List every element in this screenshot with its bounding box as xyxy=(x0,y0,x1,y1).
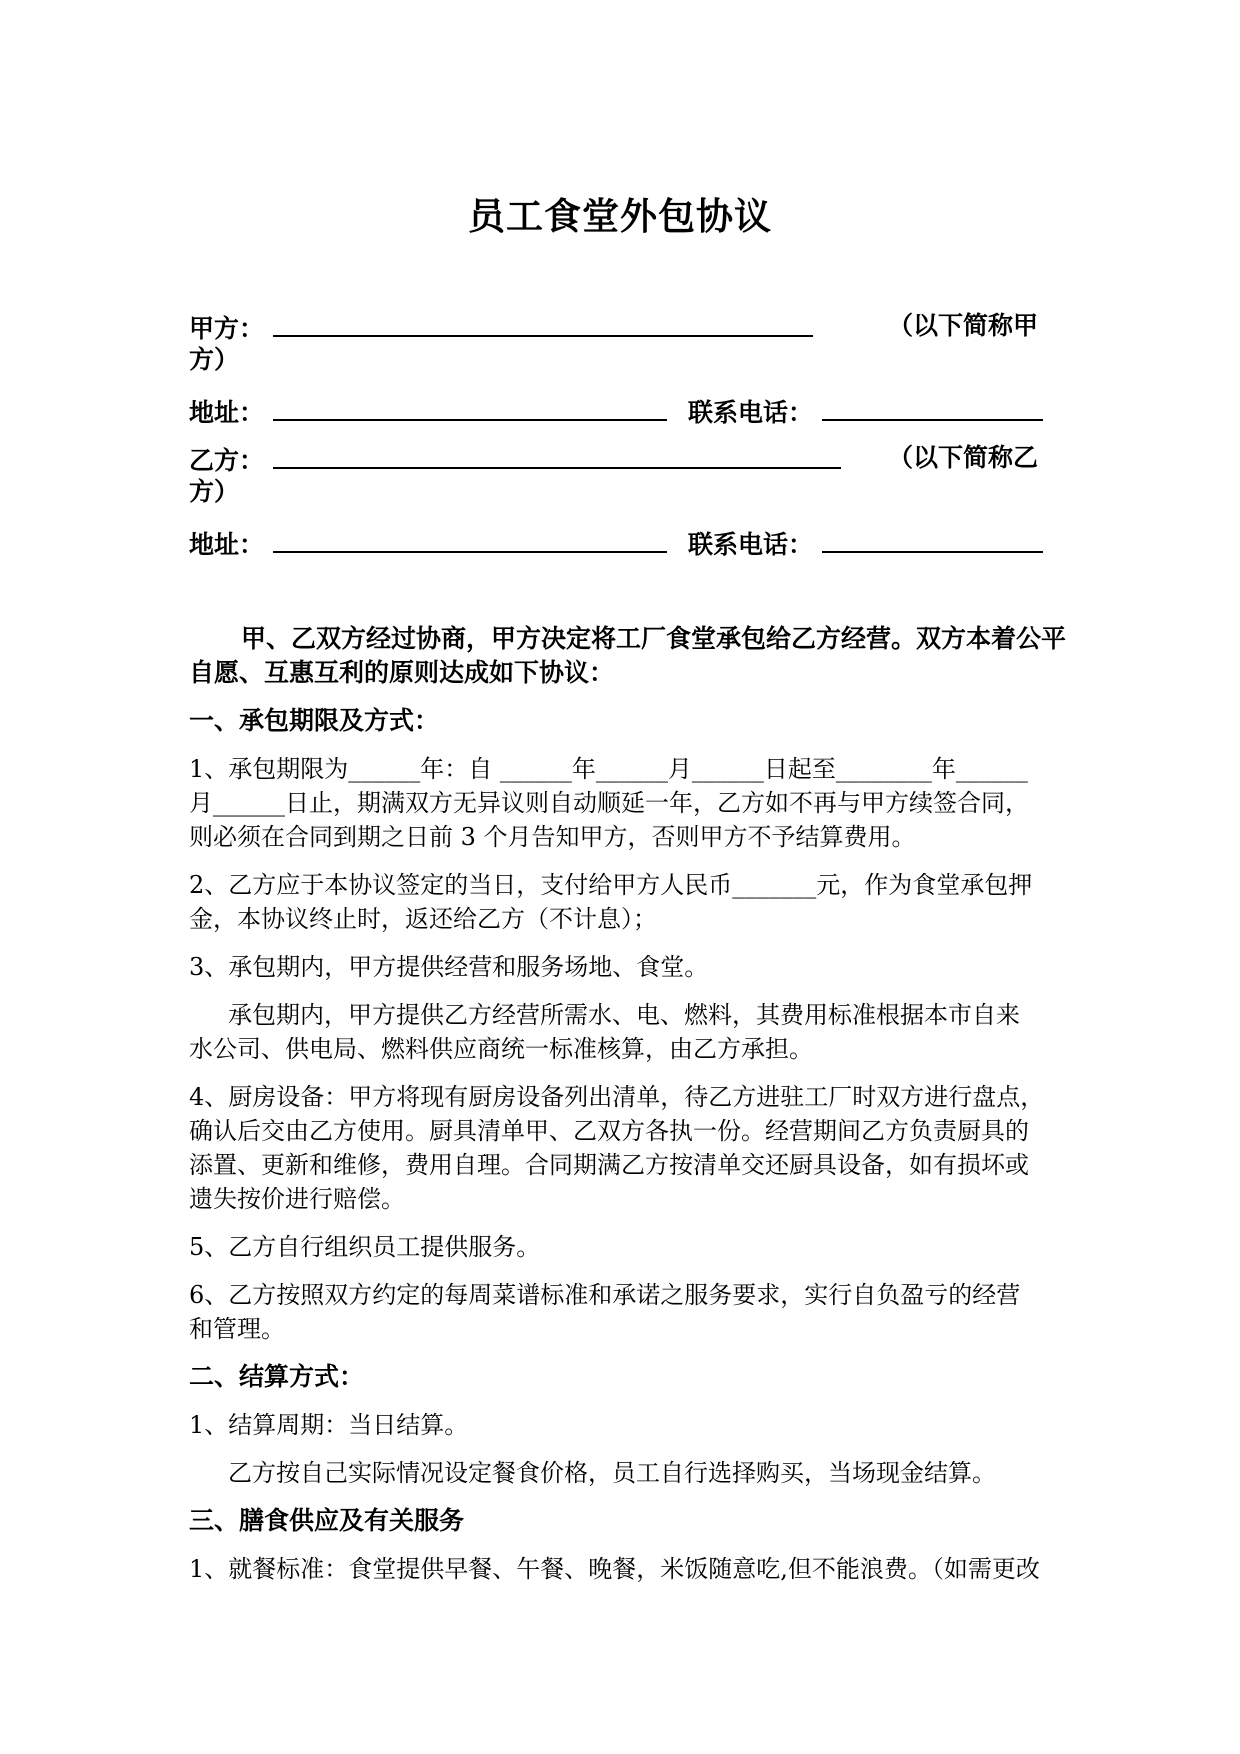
phone-b-blank[interactable] xyxy=(822,525,1043,553)
clause-1-1-line-1: 1、承包期限为______年：自 ______年______月______日起至________年______ xyxy=(189,755,1028,783)
clause-1-2-line-2: 金，本协议终止时，返还给乙方（不计息）； xyxy=(189,905,657,933)
clause-2-1b-line-1: 乙方按自己实际情况设定餐食价格，员工自行选择购买，当场现金结算。 xyxy=(228,1459,996,1487)
clause-1-1-line-3: 则必须在合同到期之日前 3 个月告知甲方，否则甲方不予结算费用。 xyxy=(189,823,916,851)
address-a-blank[interactable] xyxy=(273,393,667,421)
clause-1-4-line-4: 遗失按价进行赔偿。 xyxy=(189,1185,405,1213)
party-a-suffix-wrap: 方） xyxy=(189,345,240,374)
section-1-heading: 一、承包期限及方式： xyxy=(189,706,440,735)
address-a-label: 地址： xyxy=(189,398,265,427)
phone-a-label: 联系电话： xyxy=(688,398,814,427)
party-b-name-blank[interactable] xyxy=(273,441,841,469)
clause-3-1-line-1: 1、就餐标准：食堂提供早餐、午餐、晚餐，米饭随意吃,但不能浪费。（如需更改 xyxy=(189,1555,1040,1583)
clause-1-4-line-2: 确认后交由乙方使用。厨具清单甲、乙双方各执一份。经营期间乙方负责厨具的 xyxy=(189,1117,1029,1145)
intro-line-2: 自愿、互惠互利的原则达成如下协议： xyxy=(189,658,615,687)
intro-line-1: 甲、乙双方经过协商，甲方决定将工厂食堂承包给乙方经营。双方本着公平 xyxy=(241,624,1067,653)
phone-a-blank[interactable] xyxy=(822,393,1043,421)
party-a-label: 甲方： xyxy=(189,314,265,343)
phone-b-label: 联系电话： xyxy=(688,530,814,559)
address-b-label: 地址： xyxy=(189,530,265,559)
clause-1-5-line-1: 5、乙方自行组织员工提供服务。 xyxy=(189,1233,541,1261)
party-b-suffix: （以下简称乙 xyxy=(888,443,1039,472)
party-b-suffix-wrap: 方） xyxy=(189,477,240,506)
clause-1-4-line-3: 添置、更新和维修，费用自理。合同期满乙方按清单交还厨具设备，如有损坏或 xyxy=(189,1151,1029,1179)
address-b-blank[interactable] xyxy=(273,525,667,553)
section-3-heading: 三、膳食供应及有关服务 xyxy=(189,1506,465,1535)
clause-1-2-line-1: 2、乙方应于本协议签定的当日，支付给甲方人民币_______元，作为食堂承包押 xyxy=(189,871,1033,899)
clause-2-1-line-1: 1、结算周期：当日结算。 xyxy=(189,1411,469,1439)
document-title: 员工食堂外包协议 xyxy=(468,195,772,238)
clause-1-3b-line-1: 承包期内，甲方提供乙方经营所需水、电、燃料，其费用标准根据本市自来 xyxy=(228,1001,1020,1029)
clause-1-6-line-1: 6、乙方按照双方约定的每周菜谱标准和承诺之服务要求，实行自负盈亏的经营 xyxy=(189,1281,1021,1309)
party-a-suffix: （以下简称甲 xyxy=(888,311,1039,340)
section-2-heading: 二、结算方式： xyxy=(189,1362,365,1391)
clause-1-3-line-1: 3、承包期内，甲方提供经营和服务场地、食堂。 xyxy=(189,953,709,981)
phone-a-line xyxy=(688,393,1068,430)
phone-b-line xyxy=(688,525,1068,562)
clause-1-6-line-2: 和管理。 xyxy=(189,1315,285,1343)
party-a-name-blank[interactable] xyxy=(273,309,813,337)
party-b-label: 乙方： xyxy=(189,446,265,475)
clause-1-3b-line-2: 水公司、供电局、燃料供应商统一标准核算，由乙方承担。 xyxy=(189,1035,813,1063)
clause-1-1-line-2: 月______日止，期满双方无异议则自动顺延一年，乙方如不再与甲方续签合同， xyxy=(189,789,1029,817)
clause-1-4-line-1: 4、厨房设备：甲方将现有厨房设备列出清单，待乙方进驻工厂时双方进行盘点， xyxy=(189,1083,1045,1111)
